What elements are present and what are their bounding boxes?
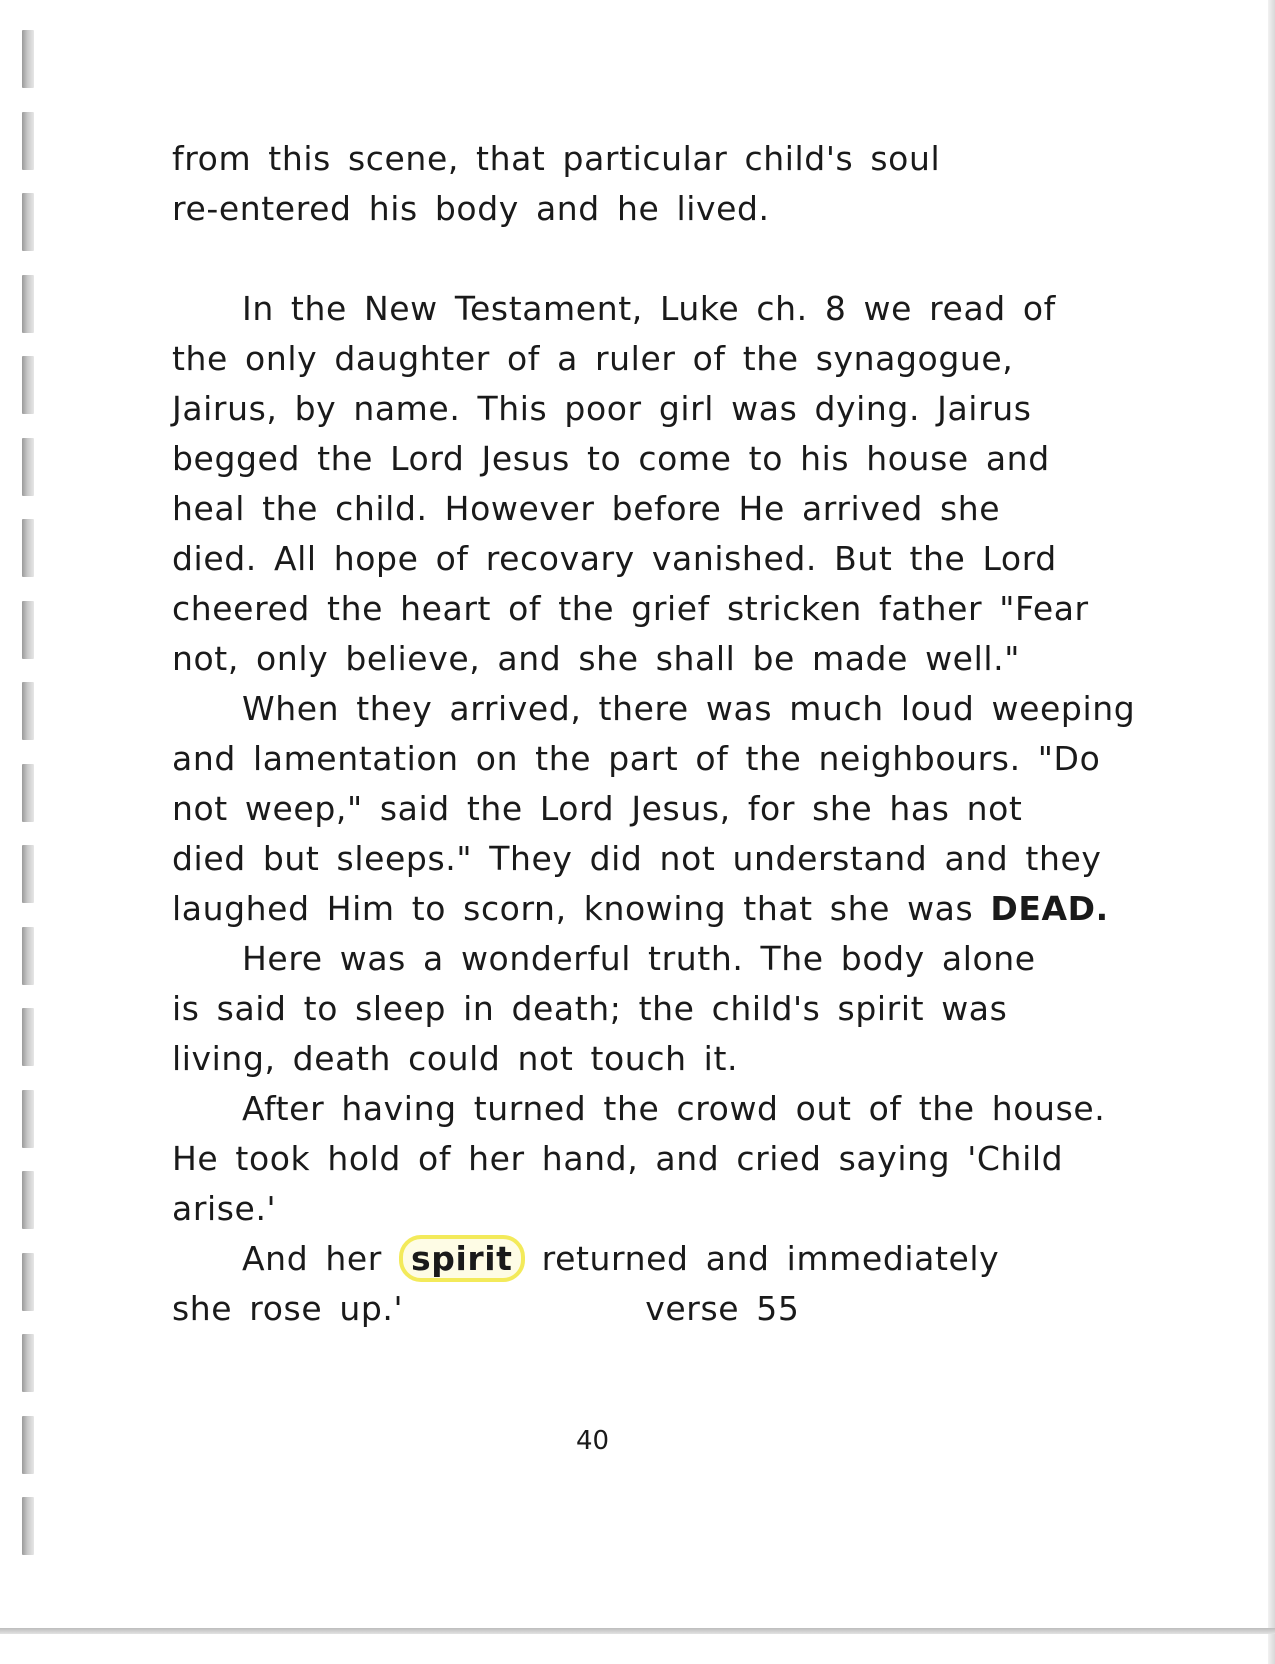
text-line: the only daughter of a ruler of the synagogue, xyxy=(172,339,1014,378)
binding-hole xyxy=(22,764,34,822)
binding-hole xyxy=(22,845,34,903)
text-segment: she rose up.' xyxy=(172,1289,404,1328)
page-number: 40 xyxy=(576,1426,610,1456)
binding-hole xyxy=(22,275,34,333)
text-line: living, death could not touch it. xyxy=(172,1039,739,1078)
text-line: In the New Testament, Luke ch. 8 we read of xyxy=(242,289,1056,328)
text-line: not, only believe, and she shall be made well." xyxy=(172,639,1020,678)
text-line xyxy=(172,1234,1172,1284)
text-line xyxy=(172,884,1172,934)
text-line: When they arrived, there was much loud weeping xyxy=(242,689,1136,728)
text-segment: returned and immediately xyxy=(541,1239,1000,1278)
page-edge-bottom xyxy=(0,1628,1275,1634)
binding-hole xyxy=(22,1334,34,1392)
text-line: is said to sleep in death; the child's spirit was xyxy=(172,989,1008,1028)
text-line: not weep," said the Lord Jesus, for she has not xyxy=(172,789,1023,828)
binding-hole xyxy=(22,356,34,414)
binding-hole xyxy=(22,1090,34,1148)
text-line: After having turned the crowd out of the house. xyxy=(242,1089,1106,1128)
text-line: died but sleeps." They did not understand and they xyxy=(172,839,1102,878)
binding-hole xyxy=(22,1416,34,1474)
text-line: from this scene, that particular child's soul xyxy=(172,139,941,178)
handwritten-text xyxy=(172,134,1172,1334)
binding-hole xyxy=(22,601,34,659)
binding-hole xyxy=(22,519,34,577)
binding-hole xyxy=(22,682,34,740)
text-segment: laughed Him to scorn, knowing that she was xyxy=(172,889,974,928)
binding-hole xyxy=(22,1253,34,1311)
text-line: begged the Lord Jesus to come to his house and xyxy=(172,439,1050,478)
binding-hole xyxy=(22,1497,34,1555)
page-edge-right xyxy=(1268,0,1275,1664)
binding-hole xyxy=(22,112,34,170)
text-line: re-entered his body and he lived. xyxy=(172,189,770,228)
binding-hole xyxy=(22,438,34,496)
highlighted-word-spirit: spirit xyxy=(399,1235,525,1282)
text-line: and lamentation on the part of the neighbours. "Do xyxy=(172,739,1101,778)
text-segment: And her xyxy=(242,1239,382,1278)
text-line: arise.' xyxy=(172,1189,277,1228)
text-line: died. All hope of recovary vanished. But the Lord xyxy=(172,539,1057,578)
binding-hole xyxy=(22,1008,34,1066)
text-line: Jairus, by name. This poor girl was dying. Jairus xyxy=(172,389,1032,428)
text-line: Here was a wonderful truth. The body alone xyxy=(242,939,1036,978)
text-line: He took hold of her hand, and cried saying 'Child xyxy=(172,1139,1064,1178)
emphasis-dead: DEAD. xyxy=(990,889,1109,928)
text-line xyxy=(172,1284,1172,1334)
text-line: cheered the heart of the grief stricken father "Fear xyxy=(172,589,1089,628)
binding-hole xyxy=(22,927,34,985)
text-line: heal the child. However before He arrived she xyxy=(172,489,1001,528)
verse-reference: verse 55 xyxy=(645,1289,800,1328)
paragraph-gap xyxy=(172,234,1172,284)
binding-hole xyxy=(22,193,34,251)
binding-hole xyxy=(22,1171,34,1229)
spiral-binding xyxy=(22,0,36,1664)
binding-hole xyxy=(22,30,34,88)
